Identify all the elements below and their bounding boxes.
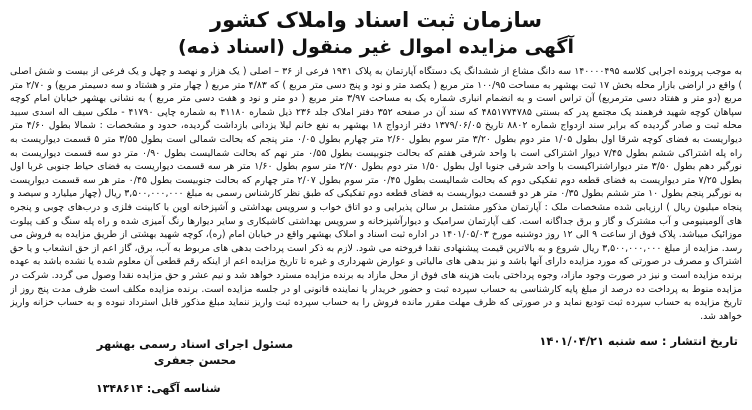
publication-date: تاریخ انتشار : سه شنبه ۱۴۰۱/۰۴/۲۱ <box>539 334 738 348</box>
official-title: مسئول اجرای اسناد رسمی بهشهر <box>96 337 294 351</box>
notice-footer <box>10 330 742 406</box>
official-signature-block <box>80 336 310 368</box>
notice-title: آگهی مزایده اموال غیر منقول (اسناد ذمه) <box>177 36 574 58</box>
ad-identifier: شناسه آگهی: ۱۳۴۸۶۱۴ <box>96 382 221 395</box>
official-name: محسن جعفری <box>153 353 237 367</box>
organization-title: سازمان ثبت اسناد واملاک کشور <box>210 8 542 32</box>
notice-body-text: به موجب پرونده اجرایی کلاسه ۱۴۰۰۰۰۴۹۵ سه دانگ مشاع از ششدانگ یک دستگاه آپارتمان به پلاک ۱۹۴۱ فرعی از ۳۶ – اصلی ( یک هزار و نهصد و چهل و یک فرعی از بیست و شش اصلی ) واقع در اراضی بازار محله بخش ۱۷ ثبت بهشهر به مساحت ۱۰۰/۹۵ متر مربع ( یکصد متر و نود و پنج دسی متر مربع ) که ۴/۸۳ متر مربع ( چهار متر و هشتاد و سه دسیمتر مربع) و ۲/۷۰ متر مربع (دو متر و هفتاد دسی مترمربع) آن تراس است و به انضمام انباری شماره یک به مساحت ۳/۹۷ متر مربع ( دو متر و نود و هفت دسی متر مربع ) به نشانی بهشهر خیابان امام کوچه سپاهان کوچه شهید فرهمند یک مجتمع پدر که بسنتی ۴۸۵۱۷۷۴۷۸۵ که سند آن در صفحه ۳۵۲ دفتر املاک جلد ۲۳۶ ذیل شماره ۴۱۱۸۰ به شماره چاپی ۴۱۷۹۰ - ملکی سیف اله اسدی سبید محله ثبت و صادر گردیده که برابر سند ازدواج شماره ۸۸۰۲ تاریخ ۱۳۷۹/۰۶/۰۵ دفتر ازدواج ۱۸ بهشهر به نفع خانم لیلا یزدانی بازداشت گردیده، حدود و مشخصات : شمالا بطول ۴/۶۰ متر دیواریست به فضای کوچه شرقا اول بطول ۱/۰۵ متر دوم بطول ۳/۲۰ متر سوم بطول ۲/۶۰ متر چهارم بطول ۰/۰۵ متر پنجم که بحالت شمالی است بطول ۳/۵۵ متر ۵ قسمت دیواریست به راه پله اشتراکی ششم بطول ۷/۴۵ دیوار اشتراکی است با واحد شرقی هفتم که بحالت جنوبیست بطول ۰/۵۵ متر نهم که بحالت شمالیست بطول ۰/۹۰ متر دو سه قسمت دیواریست به نورگیر دهم بطول ۳/۵۰ متر دیواراشتراکیست با واحد شرقی جنوبا اول بطول ۱/۵۰ متر دوم بطول ۲/۷۰ متر سوم بطول ۱/۶۰ متر هر سه قسمت دیواریست به فضای حیاط جنوبی غربا اول بطول ۷/۲۵ متر دیواریست به فضای قطعه دوم تفکیکی دوم که بحالت شمالیست بطول ۰/۴۵ متر سوم بطول ۲/۰۷ متر چهارم که بحالت جنوبیست بطول ۰/۴۵ متر هر سه قسمت دیواریست به نورگیر پنجم بطول ۱۰ متر ششم بطول ۰/۳۵ متر هر دو قسمت دیواریست به فضای قطعه دوم تفکیکی که طبق نظر کارشناس رسمی به مبلغ ۳,۵۰۰,۰۰۰,۰۰۰ ریال (چهار میلیارد و سیصد و پنجاه میلیون ریال ) ارزیابی شده مشخصات ملک : آپارتمان مذکور مشتمل بر سالن پذیرایی و دو اتاق خواب و سرویس بهداشتی و آشپزخانه اوپن با کابینت فلزی و درب‌های چوبی و پنجره های آلومینیومی و آب مشترک و گاز و برق جداگانه است. کف آپارتمان سرامیک و دیوارآشپزخانه و سرویس بهداشتی کاشیکاری و سایر دیوارها رنگ آمیزی شده و راه پله سنگ و کف پیلوت موزائیک میباشد. پلاک فوق از ساعت ۹ الی ۱۲ روز دوشنبه مورخ ۱۴۰۱/۰۵/۰۳ در اداره ثبت اسناد و املاک بهشهر واقع در خیابان امام (ره)، کوچه شهید بهشتی از طریق مزایده به فروش می رسد. مزایده از مبلغ ۳,۵۰۰,۰۰۰,۰۰۰ ریال شروع و به بالاترین قیمت پیشنهادی نقدا فروخته می شود. لازم به ذکر است پرداخت بدهی های مربوط به آب، برق، گاز اعم از حق انشعاب و یا حق اشتراک و مصرف در صورتی که مورد مزایده دارای آنها باشد و نیز بدهی های مالیاتی و عوارض شهرداری و غیره تا تاریخ مزایده اعم از اینکه رقم قطعی آن معلوم شده یا نشده باشد به عهده برنده مزایده است و نیز در صورت وجود مازاد، وجوه پرداختی بابت هزینه های فوق از محل مازاد به برنده مزایده مسترد خواهد شد و نیم عشر و حق مزایده نقدا وصول می گردد. شرکت در مزایده منوط به پرداخت ده درصد از مبلغ پایه کارشناسی به حساب سپرده ثبت و حضور خریدار یا نماینده قانونی او در جلسه مزایده است. برنده مزایده مکلف است ظرف مدت پنج روز از تاریخ مزایده به حساب سپرده ثبت تودیع نماید و در صورتی که ظرف مهلت مقرر مانده فروش را به حساب سپرده ثبت واریز ننماید مبلغ مذکور قابل استرداد نبوده و به حساب خزانه واریز خواهد شد. <box>10 66 742 322</box>
